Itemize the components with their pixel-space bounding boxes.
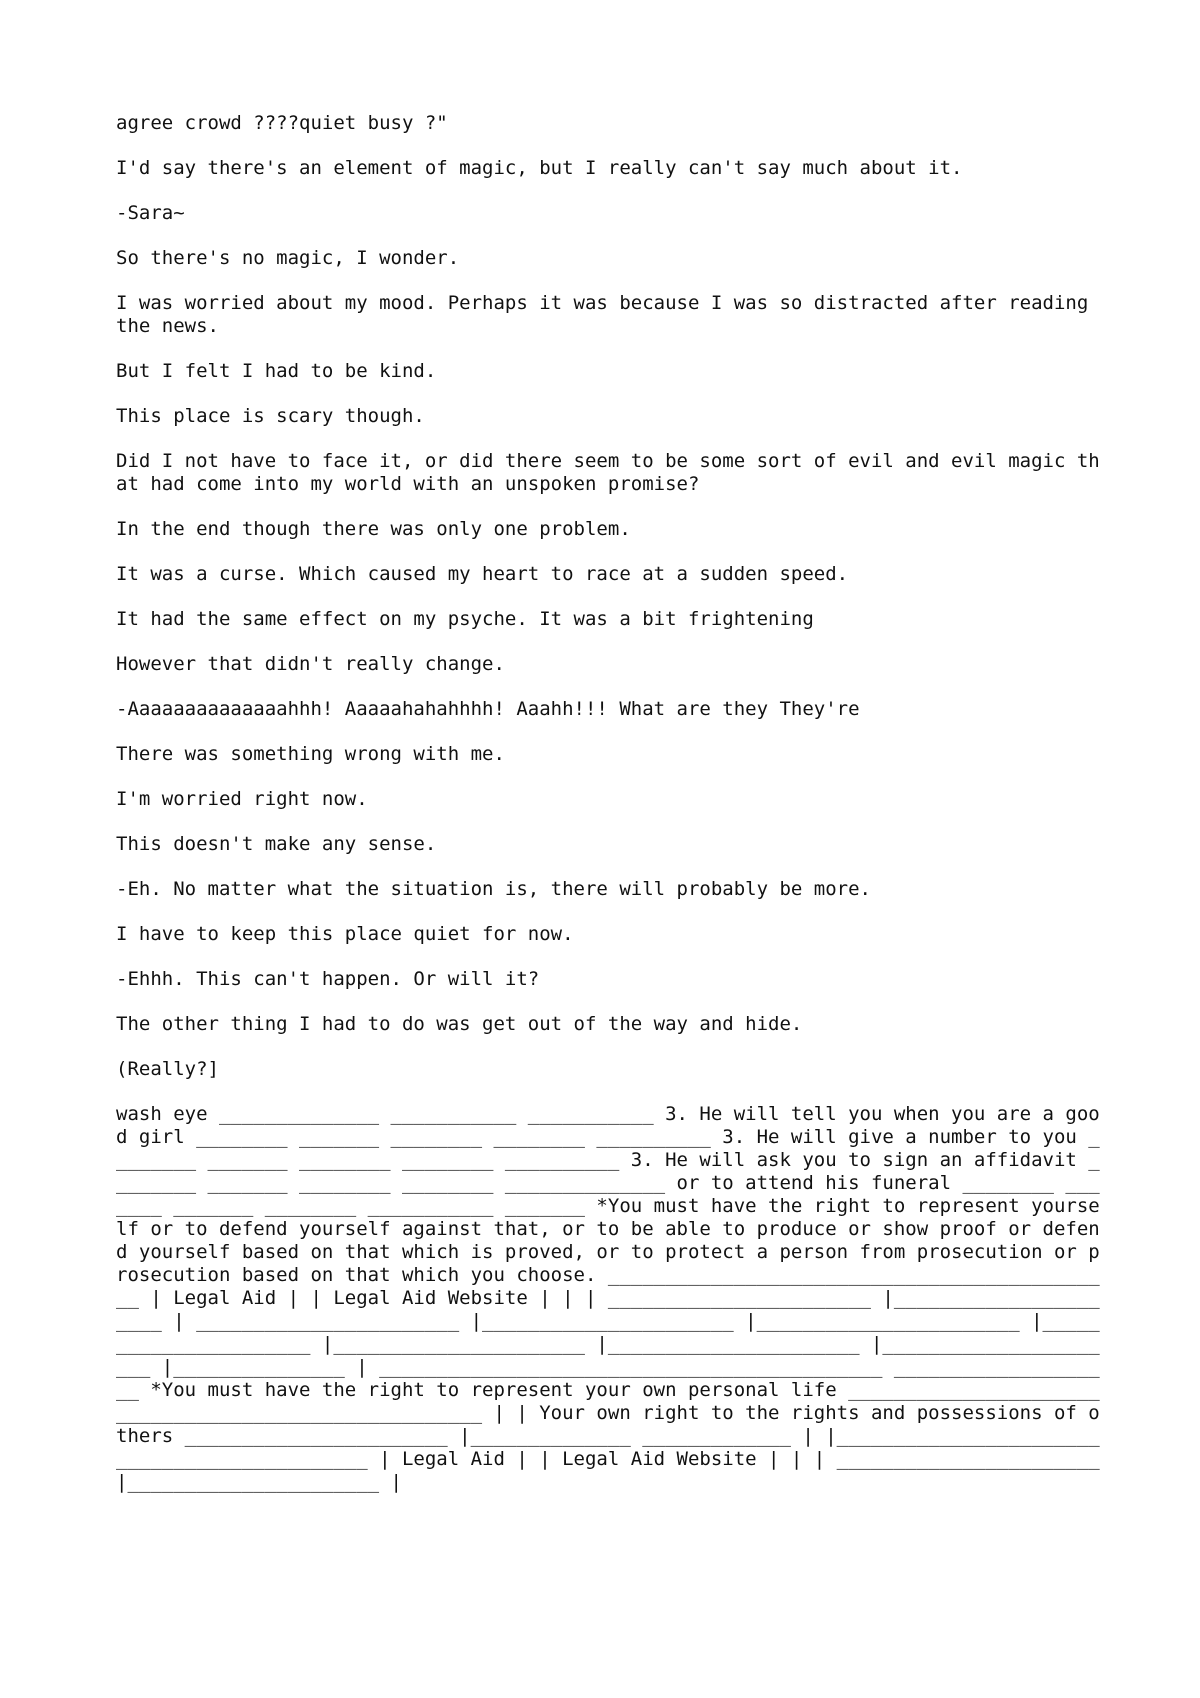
paragraph: -Aaaaaaaaaaaaaahhh! Aaaaahahahhhh! Aaahh!!! What are they They're bbox=[116, 698, 860, 720]
paragraph: -Sara~ bbox=[116, 202, 185, 224]
paragraph: The other thing I had to do was get out of the way and hide. bbox=[116, 1013, 803, 1035]
paragraph: -Ehhh. This can't happen. Or will it? bbox=[116, 968, 540, 990]
paragraph: Did I not have to face it, or did there seem to be some sort of evil and evil magic that had come into my world with an unspoken promise? bbox=[116, 450, 1100, 495]
form-block-paragraph: wash eye ______________ ___________ ___________ 3. He will tell you when you are a good girl ________ _______ ________ ________ __________ 3. He will give a number to you ________ _______ ________ ________ __________ 3. He will ask you to sign an affidavit ________ _______ ________ ________ ______________ or to attend his funeral ________ _______ _______ ________ ___________ _______ *You must have the right to represent yourself or to defend yourself against that, or to be able to produce or show proof or defend yourself based on that which is proved, or to protect a person from prosecution or prosecution based on that which you choose. _____________________________________________ | Legal Aid | | Legal Aid Website | | | _______________________ |______________________ | _______________________ |______________________ |_______________________ |______________________ |______________________ |______________________ |______________________ |_______________ | ____________________________________________ ____________________ *You must have the right to represent your own personal life ______________________________________________________ | | Your own right to the rights and possessions of others _______________________ |______________ _____________ | |_____________________________________________ | Legal Aid | | Legal Aid Website | | | _______________________ |______________________ | bbox=[116, 1103, 1112, 1493]
paragraph: I have to keep this place quiet for now. bbox=[116, 923, 574, 945]
paragraph: But I felt I had to be kind. bbox=[116, 360, 437, 382]
paragraph: This doesn't make any sense. bbox=[116, 833, 437, 855]
paragraph: It had the same effect on my psyche. It was a bit frightening bbox=[116, 608, 814, 630]
document-body bbox=[116, 112, 1112, 1516]
paragraph: agree crowd ????quiet busy ?" bbox=[116, 112, 448, 134]
paragraph: (Really?] bbox=[116, 1058, 219, 1080]
paragraph: It was a curse. Which caused my heart to race at a sudden speed. bbox=[116, 563, 849, 585]
paragraph: -Eh. No matter what the situation is, there will probably be more. bbox=[116, 878, 871, 900]
paragraph: This place is scary though. bbox=[116, 405, 425, 427]
paragraph: I'd say there's an element of magic, but I really can't say much about it. bbox=[116, 157, 963, 179]
paragraph: There was something wrong with me. bbox=[116, 743, 505, 765]
paragraph: In the end though there was only one problem. bbox=[116, 518, 631, 540]
paragraph: However that didn't really change. bbox=[116, 653, 505, 675]
paragraph: I'm worried right now. bbox=[116, 788, 368, 810]
paragraph: I was worried about my mood. Perhaps it was because I was so distracted after reading the news. bbox=[116, 292, 1100, 337]
paragraph: So there's no magic, I wonder. bbox=[116, 247, 460, 269]
